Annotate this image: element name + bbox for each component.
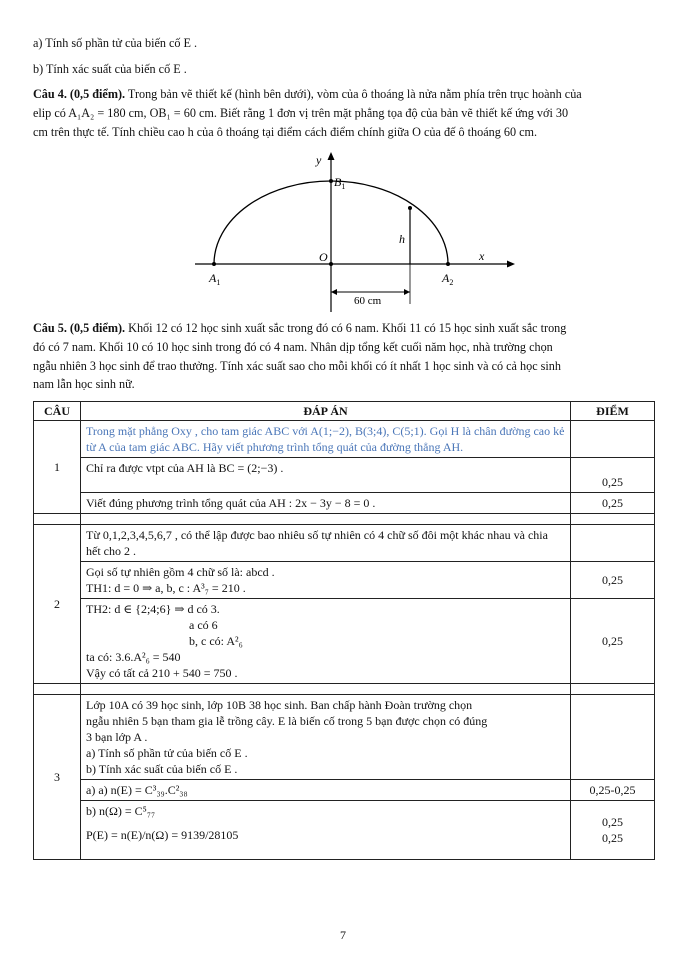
q2-step2-line5: Vậy có tất cả 210 + 540 = 750 . [86,666,238,680]
q2-step2 [81,599,571,684]
table-row [34,562,655,599]
q2-prompt-score [571,525,655,562]
q5-line3: ngẫu nhiên 3 học sinh để trao thưởng. Tính xác suất sao cho mỗi khối có ít nhất 1 học sinh và có cả học sinh [33,359,561,373]
q1-step1: Chỉ ra được vtpt của AH là BC = (2;−3) . [81,458,571,493]
point-a2 [446,262,450,266]
x-axis-arrow [507,261,515,268]
q2-step2-score: 0,25 [571,599,655,684]
distance-label: 60 cm [354,295,382,307]
b1-label: $B_1$ [334,175,346,191]
y-axis-arrow [328,152,335,160]
q1-prompt-score [571,421,655,458]
q2-prompt: Từ 0,1,2,3,4,5,6,7 , có thể lập được bao nhiêu số tự nhiên có 4 chữ số đôi một khác nhau và chia hết cho 2 . [81,525,571,562]
header-dap-an: ĐÁP ÁN [81,402,571,421]
q1-step2: Viết đúng phương trình tổng quát của AH : 2x − 3y − 8 = 0 . [81,493,571,514]
q3-answer-b-score1: 0,25 [602,815,623,829]
q5-line1 [33,320,655,336]
q4-text1: Trong bản vẽ thiết kế (hình bên dưới), vòm của ô thoáng là nửa nằm phía trên trục hoành của [127,87,582,101]
q2-step2-line1: TH2: d ∈ {2;4;6} ⇒ d có 3. [86,602,220,616]
q3-prompt-line4: a) Tính số phần tử của biến cố E . [86,746,248,760]
q1-prompt: Trong mặt phẳng Oxy , cho tam giác ABC với A(1;−2), B(3;4), C(5;1). Gọi H là chân đường cao kẻ từ A của tam giác ABC. Hãy viết phương trình tổng quát của đường thẳng AH. [81,421,571,458]
q3-answer-a-score: 0,25-0,25 [571,780,655,801]
q3-prompt-score [571,695,655,780]
point-top-h [408,206,412,210]
q3-number: 3 [34,695,81,860]
q3-answer-b-score [571,801,655,860]
table-row [34,780,655,801]
q3-answer-b-line2: P(E) = n(E)/n(Ω) = 9139/28105 [86,828,239,842]
table-row [34,599,655,684]
q1-number: 1 [34,421,81,514]
q2-step1-score: 0,25 [571,562,655,599]
q2-number: 2 [34,525,81,684]
h-label: h [399,232,405,246]
q3-prompt-line2: ngẫu nhiên 5 bạn tham gia lễ trồng cây. E là biến cố trong 5 bạn được chọn có đúng [86,714,488,728]
o-label: O [319,250,328,264]
q2-step1-line2: TH1: d = 0 ⇒ a, b, c : A³₇ = 210 . [86,581,246,595]
q4-line1 [33,86,655,102]
point-b1 [329,179,333,183]
item-b: b) Tính xác suất của biến cố E . [33,62,187,76]
answer-table [33,401,655,860]
table-row [34,695,655,780]
table-row [34,493,655,514]
q2-step2-line2: a có 6 [189,618,218,632]
dimension-arrow-right [404,289,410,295]
q3-prompt-line3: 3 bạn lớp A . [86,730,148,744]
y-label: y [316,153,322,167]
table-row [34,421,655,458]
x-label: x [479,249,485,263]
point-a1 [212,262,216,266]
page-number: 7 [340,928,346,942]
q4-line2: elip có A₁A₂ = 180 cm, OB₁ = 60 cm. Biết rằng 1 đơn vị trên mặt phẳng tọa độ của bản vẽ thiết kế ứng với 30 [33,106,569,120]
q3-answer-b [81,801,571,860]
a1-label: $A_1$ [209,271,221,287]
q4-line3: cm trên thực tế. Tính chiều cao h của ô thoáng tại điểm cách điểm chính giữa O của đế ô thoáng 60 cm. [33,125,538,139]
table-row [34,458,655,493]
q3-prompt [81,695,571,780]
table-row [34,525,655,562]
q3-answer-a: a) a) n(E) = C³₃₉.C²₃₈ [81,780,571,801]
spacer-row [34,684,655,695]
q3-answer-b-line1: b) n(Ω) = C⁵₇₇ [86,804,156,818]
q2-step2-line4: ta có: 3.6.A²₆ = 540 [86,650,181,664]
item-a: a) Tính số phần tử của biến cố E . [33,36,198,50]
table-row [34,801,655,860]
ellipse-figure [195,152,515,312]
header-diem: ĐIỂM [571,402,655,421]
q1-step1-score: 0,25 [571,458,655,493]
q5-label: Câu 5. (0,5 điểm). [33,321,126,335]
q2-step2-line3: b, c có: A²₆ [189,634,243,648]
q3-answer-b-score2: 0,25 [602,831,623,845]
q3-prompt-line1: Lớp 10A có 39 học sinh, lớp 10B 38 học sinh. Ban chấp hành Đoàn trường chọn [86,698,473,712]
header-cau: CÂU [34,402,81,421]
a2-label: $A_2$ [442,271,454,287]
q5-text1: Khối 12 có 12 học sinh xuất sắc trong đó có 6 nam. Khối 11 có 15 học sinh xuất sắc trong [128,321,567,335]
q5-line2: đó có 7 nam. Khối 10 có 10 học sinh trong đó có 4 nam. Nhân dịp tổng kết cuối năm học, nhà trường chọn [33,340,553,354]
q4-label: Câu 4. (0,5 điểm). [33,87,126,101]
q3-prompt-line5: b) Tính xác suất của biến cố E . [86,762,238,776]
q5-line4: nam lẫn học sinh nữ. [33,377,135,391]
point-o [329,262,333,266]
q2-step1 [81,562,571,599]
q1-step2-score: 0,25 [571,493,655,514]
q2-step1-line1: Gọi số tự nhiên gồm 4 chữ số là: abcd . [86,565,275,579]
header-row [34,402,655,421]
dimension-arrow-left [331,289,337,295]
spacer-row [34,514,655,525]
